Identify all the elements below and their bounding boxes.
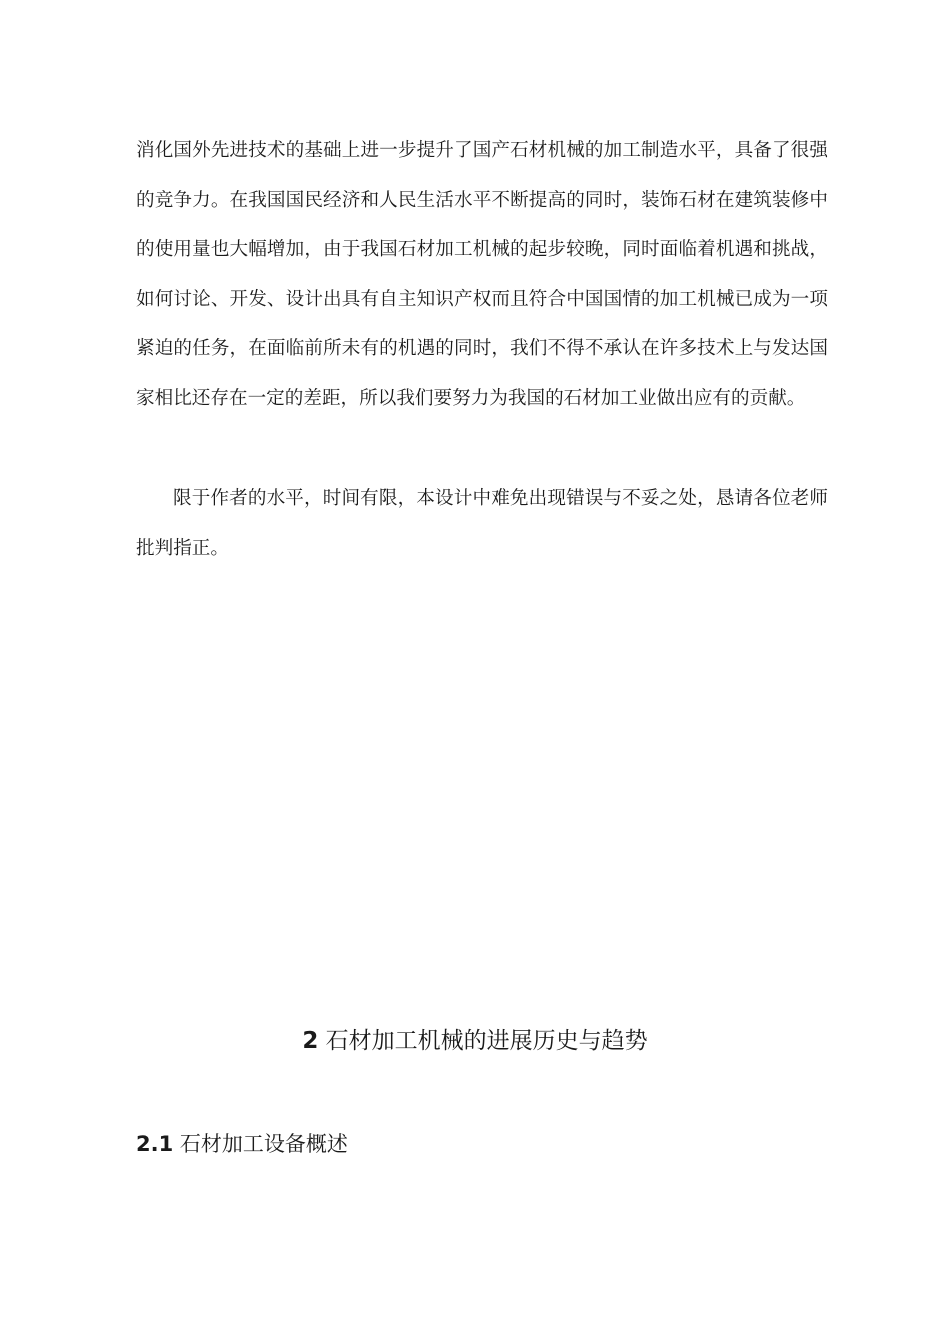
section-heading: [136, 1127, 348, 1161]
body-paragraph-1: 消化国外先进技术的基础上进一步提升了国产石材机械的加工制造水平，具备了很强的竞争力。在我国国民经济和人民生活水平不断提高的同时，装饰石材在建筑装修中的使用量也大幅增加，由于我国石材加工机械的起步较晚，同时面临着机遇和挑战，如何讨论、开发、设计出具有自主知识产权而且符合中国国情的加工机械已成为一项紧迫的任务，在面临前所未有的机遇的同时，我们不得不承认在许多技术上与发达国家相比还存在一定的差距，所以我们要努力为我国的石材加工业做出应有的贡献。: [136, 140, 828, 409]
section-title: 石材加工设备概述: [179, 1132, 348, 1156]
chapter-heading: [0, 1024, 950, 1058]
body-paragraph-2: 限于作者的水平，时间有限，本设计中难免出现错误与不妥之处，恳请各位老师批判指正。: [136, 488, 828, 559]
section-number: 2.1: [136, 1132, 174, 1156]
chapter-title: 石材加工机械的进展历史与趋势: [325, 1028, 648, 1054]
chapter-number: 2: [302, 1028, 319, 1054]
